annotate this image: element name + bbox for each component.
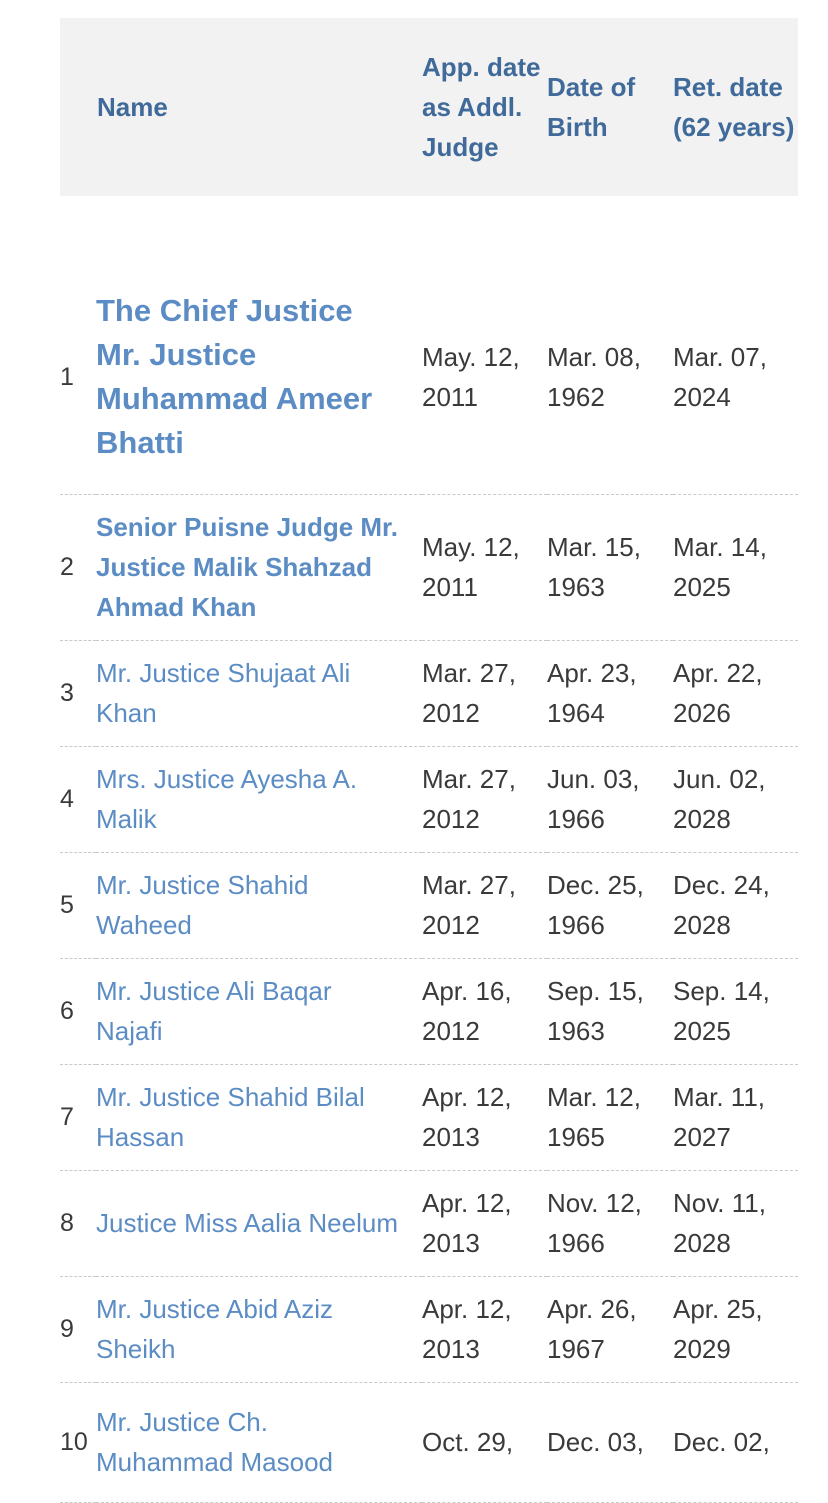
table-row (60, 640, 798, 746)
table-row (60, 1170, 798, 1276)
row-number: 2 (60, 494, 96, 640)
app-date-cell: Apr. 12, 2013 (422, 1170, 547, 1276)
table-row (60, 494, 798, 640)
table-row (60, 1064, 798, 1170)
header-retirement-date: Ret. date (62 years) (673, 72, 795, 142)
dob-cell: Mar. 12, 1965 (547, 1064, 673, 1170)
judge-name-link[interactable]: Mr. Justice Shujaat Ali Khan (96, 640, 422, 746)
app-date-cell: Apr. 16, 2012 (422, 958, 547, 1064)
app-date-cell: Apr. 12, 2013 (422, 1064, 547, 1170)
judge-name-link[interactable]: Mr. Justice Ch. Muhammad Masood (96, 1382, 422, 1502)
row-number: 6 (60, 958, 96, 1064)
dob-cell: Dec. 03, (547, 1382, 673, 1502)
table-row (60, 746, 798, 852)
header-spacer (60, 196, 798, 252)
ret-date-cell: Sep. 14, 2025 (673, 958, 798, 1064)
judge-name-link[interactable]: Justice Miss Aalia Neelum (96, 1170, 422, 1276)
app-date-cell: Apr. 12, 2013 (422, 1276, 547, 1382)
row-number: 3 (60, 640, 96, 746)
row-number: 8 (60, 1170, 96, 1276)
judges-table (60, 18, 798, 1503)
judge-name-link[interactable]: Mrs. Justice Ayesha A. Malik (96, 746, 422, 852)
dob-cell: Mar. 08, 1962 (547, 252, 673, 494)
judges-table-container (60, 18, 798, 1503)
app-date-cell: Mar. 27, 2012 (422, 746, 547, 852)
header-date-of-birth: Date of Birth (547, 72, 636, 142)
table-body (60, 196, 798, 1502)
dob-cell: Nov. 12, 1966 (547, 1170, 673, 1276)
dob-cell: Apr. 26, 1967 (547, 1276, 673, 1382)
ret-date-cell: Nov. 11, 2028 (673, 1170, 798, 1276)
app-date-cell: May. 12, 2011 (422, 252, 547, 494)
header-app-date: App. date as Addl. Judge (422, 52, 541, 162)
judge-name-link[interactable]: The Chief Justice Mr. Justice Muhammad Ameer Bhatti (96, 252, 422, 494)
app-date-cell: Mar. 27, 2012 (422, 852, 547, 958)
dob-cell: Jun. 03, 1966 (547, 746, 673, 852)
judge-name-link[interactable]: Mr. Justice Abid Aziz Sheikh (96, 1276, 422, 1382)
dob-cell: Dec. 25, 1966 (547, 852, 673, 958)
app-date-cell: May. 12, 2011 (422, 494, 547, 640)
table-row (60, 252, 798, 494)
app-date-cell: Oct. 29, (422, 1382, 547, 1502)
table-row (60, 1382, 798, 1502)
ret-date-cell: Apr. 25, 2029 (673, 1276, 798, 1382)
dob-cell: Apr. 23, 1964 (547, 640, 673, 746)
judge-name-link[interactable]: Mr. Justice Shahid Waheed (96, 852, 422, 958)
table-header (60, 18, 798, 196)
ret-date-cell: Mar. 14, 2025 (673, 494, 798, 640)
row-number: 1 (60, 252, 96, 494)
judge-name-link[interactable]: Senior Puisne Judge Mr. Justice Malik Shahzad Ahmad Khan (96, 494, 422, 640)
ret-date-cell: Apr. 22, 2026 (673, 640, 798, 746)
judge-name-link[interactable]: Mr. Justice Shahid Bilal Hassan (96, 1064, 422, 1170)
ret-date-cell: Mar. 11, 2027 (673, 1064, 798, 1170)
row-number: 9 (60, 1276, 96, 1382)
header-number (60, 18, 96, 196)
ret-date-cell: Dec. 24, 2028 (673, 852, 798, 958)
dob-cell: Mar. 15, 1963 (547, 494, 673, 640)
row-number: 7 (60, 1064, 96, 1170)
dob-cell: Sep. 15, 1963 (547, 958, 673, 1064)
row-number: 5 (60, 852, 96, 958)
table-row (60, 852, 798, 958)
row-number: 4 (60, 746, 96, 852)
header-row (60, 18, 798, 196)
app-date-cell: Mar. 27, 2012 (422, 640, 547, 746)
table-row (60, 958, 798, 1064)
ret-date-cell: Dec. 02, (673, 1382, 798, 1502)
ret-date-cell: Mar. 07, 2024 (673, 252, 798, 494)
table-row (60, 1276, 798, 1382)
header-name: Name (97, 92, 168, 122)
row-number: 10 (60, 1382, 96, 1502)
ret-date-cell: Jun. 02, 2028 (673, 746, 798, 852)
judge-name-link[interactable]: Mr. Justice Ali Baqar Najafi (96, 958, 422, 1064)
